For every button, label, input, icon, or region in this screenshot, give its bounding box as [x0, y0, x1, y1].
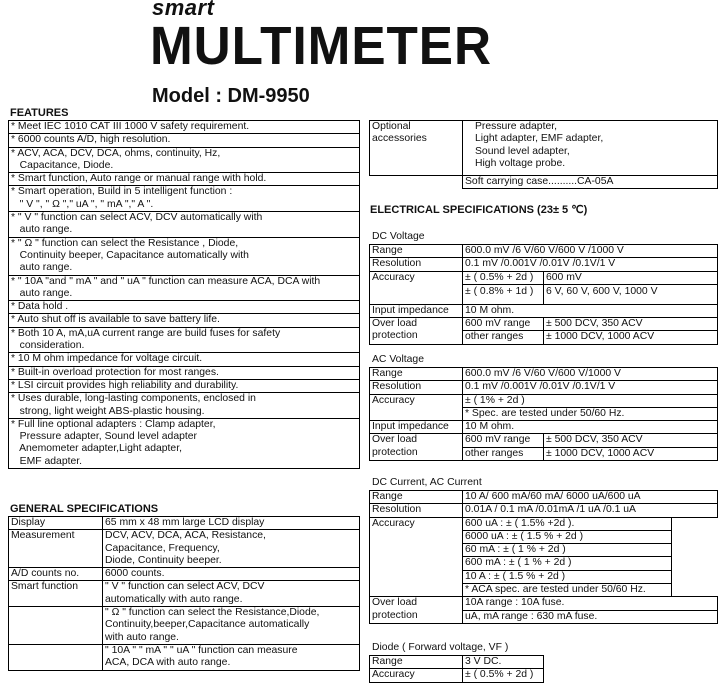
acv-title: AC Voltage [372, 354, 424, 365]
dcv-title: DC Voltage [372, 231, 425, 242]
feature-item: * Meet IEC 1010 CAT III 1000 V safety requirement. [9, 121, 360, 134]
accessories-label: Optional accessories [370, 121, 463, 176]
spec-value: " V " function can select ACV, DCV automatically with auto range. [103, 581, 360, 607]
model-number: Model : DM-9950 [152, 85, 310, 107]
carrying-case: Soft carrying case..........CA-05A [463, 176, 718, 189]
feature-item: * Smart function, Auto range or manual range with hold. [9, 173, 360, 186]
electrical-heading: ELECTRICAL SPECIFICATIONS (23± 5 ℃) [370, 204, 588, 216]
feature-item: * 6000 counts A/D, high resolution. [9, 134, 360, 147]
spec-label [9, 607, 103, 645]
spec-value: 6000 counts. [103, 568, 360, 581]
accessories-list [463, 121, 718, 176]
general-table [8, 516, 360, 671]
accessory-item: High voltage probe. [475, 157, 566, 169]
accessory-item: Light adapter, EMF adapter, [475, 133, 604, 145]
features-heading: FEATURES [10, 107, 69, 119]
features-table [8, 120, 360, 469]
acv-table: Range 600.0 mV /6 V/60 V/600 V/1000 V Resolution 0.1 mV /0.001V /0.01V /0.1V/1 V Accuracy ± ( 1% + 2d ) * Spec. are tested under 50/60 Hz. Input impedance 10 M ohm. Over load protection 600 mV range ± 500 DCV, 350 ACV other ranges ± 1000 DCV, 1000 ACV [369, 367, 718, 461]
diode-table: Range 3 V DC. Accuracy ± ( 0.5% + 2d ) [369, 655, 718, 683]
feature-item: * Full line optional adapters : Clamp adapter, Pressure adapter, Sound level adapter Anemometer adapter,Light adapter, EMF adapter. [9, 418, 360, 468]
feature-item: * LSI circuit provides high reliability and durability. [9, 379, 360, 392]
spec-value: 65 mm x 48 mm large LCD display [103, 517, 360, 530]
feature-item: * Auto shut off is available to save battery life. [9, 314, 360, 327]
spec-label: A/D counts no. [9, 568, 103, 581]
feature-item: * 10 M ohm impedance for voltage circuit. [9, 353, 360, 366]
accessory-item: Pressure adapter, [475, 121, 558, 132]
dcv-table: Range 600.0 mV /6 V/60 V/600 V /1000 V Resolution 0.1 mV /0.001V /0.01V /0.1V/1 V Accuracy ± ( 0.5% + 2d ) 600 mV ± ( 0.8% + 1d ) 6 V, 60 V, 600 V, 1000 V Input impedance 10 M ohm. Over load protection 600 mV range ± 500 DCV, 350 ACV other ranges ± 1000 DCV, 1000 ACV [369, 244, 718, 345]
spec-label: Measurement [9, 530, 103, 568]
feature-item: * Built-in overload protection for most ranges. [9, 366, 360, 379]
spec-value: DCV, ACV, DCA, ACA, Resistance, Capacitance, Frequency, Diode, Continuity beeper. [103, 530, 360, 568]
page-title: MULTIMETER [150, 16, 492, 76]
feature-item: * Both 10 A, mA,uA current range are build fuses for safety consideration. [9, 327, 360, 353]
feature-item: * Data hold . [9, 301, 360, 314]
current-title: DC Current, AC Current [372, 477, 482, 488]
feature-item: * ACV, ACA, DCV, DCA, ohms, continuity, Hz, Capacitance, Diode. [9, 147, 360, 173]
accessory-item: Sound level adapter, [475, 145, 570, 157]
current-table: Range 10 A/ 600 mA/60 mA/ 6000 uA/600 uA Resolution 0.01A / 0.1 mA /0.01mA /1 uA /0.1 uA Accuracy 600 uA : ± ( 1.5% +2d ). 6000 uA : ± ( 1.5 % + 2d ) 60 mA : ± ( 1 % + 2d ) 600 mA : ± ( 1 % + 2d ) 10 A : ± ( 1.5 % + 2d ) * ACA spec. are tested under 50/60 Hz. Over load protection 10A range : 10A fuse. uA, mA range : 630 mA fuse. [369, 490, 718, 624]
brand-label: smart [152, 0, 215, 20]
feature-item: * " 10A "and " mA " and " uA " function can measure ACA, DCA with auto range. [9, 275, 360, 301]
feature-item: * " V " function can select ACV, DCV automatically with auto range. [9, 212, 360, 238]
diode-title: Diode ( Forward voltage, VF ) [372, 642, 509, 653]
spec-value: " 10A " " mA " " uA " function can measure ACA, DCA with auto range. [103, 644, 360, 670]
accessories-table [369, 120, 718, 189]
spec-label [9, 644, 103, 670]
spec-label: Smart function [9, 581, 103, 607]
feature-item: * Smart operation, Build in 5 intelligent function : " V ", " Ω "," uA ", " mA "," A ". [9, 186, 360, 212]
spec-value: " Ω " function can select the Resistance,Diode, Continuity,beeper,Capacitance automatically with auto range. [103, 607, 360, 645]
feature-item: * " Ω " function can select the Resistance , Diode, Continuity beeper, Capacitance automatically with auto range. [9, 237, 360, 275]
spec-label: Display [9, 517, 103, 530]
feature-item: * Uses durable, long-lasting components, enclosed in strong, light weight ABS-plastic housing. [9, 393, 360, 419]
general-heading: GENERAL SPECIFICATIONS [10, 503, 159, 515]
